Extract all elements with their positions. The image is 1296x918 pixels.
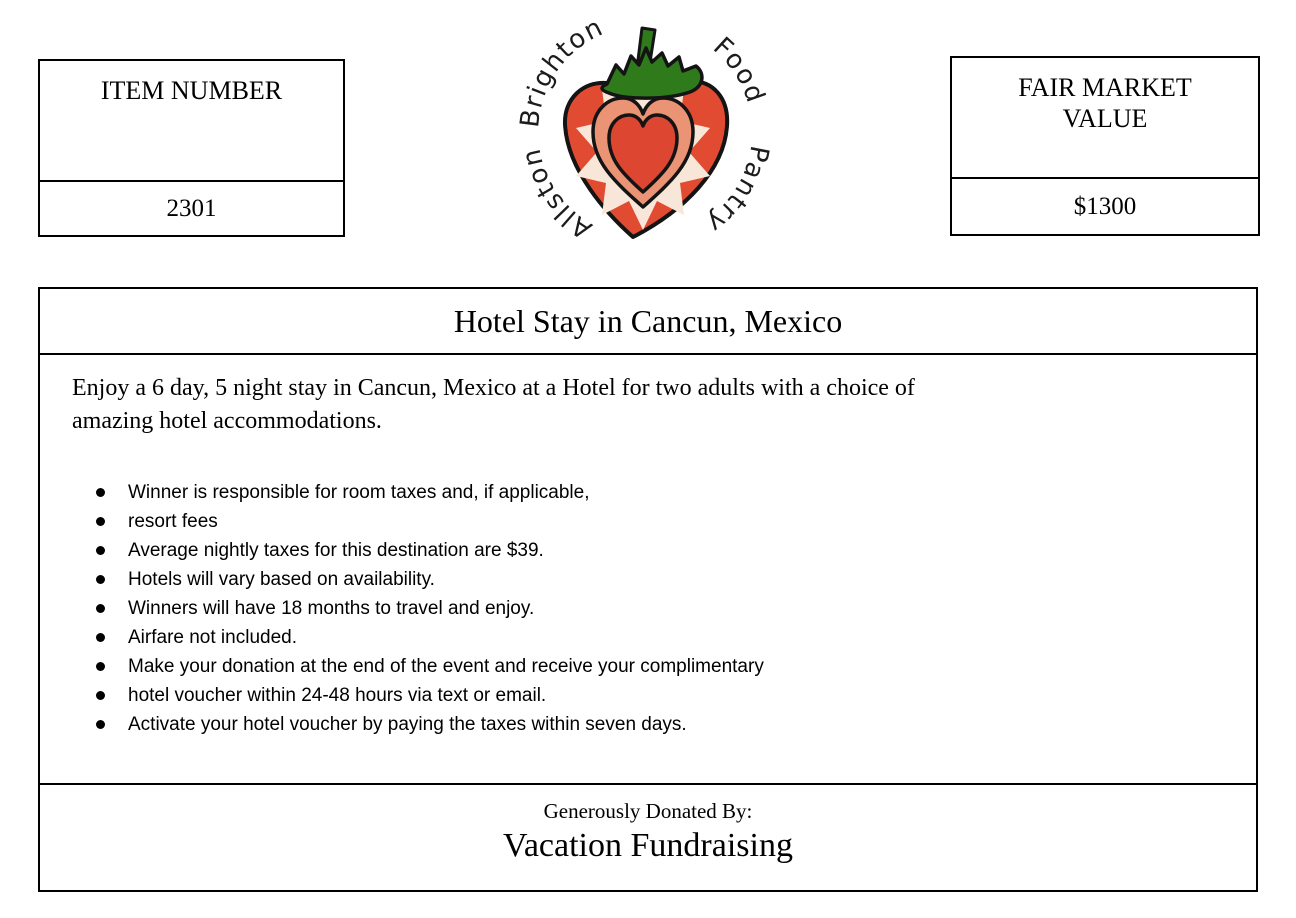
- item-description-section: [40, 355, 1256, 783]
- list-item: Average nightly taxes for this destination are $39.: [95, 536, 1226, 565]
- item-number-value-text: 2301: [166, 194, 217, 222]
- logo-word-brighton: Brighton: [515, 12, 609, 130]
- list-item: Winner is responsible for room taxes and, if applicable,: [95, 478, 1226, 507]
- list-item: Activate your hotel voucher by paying the taxes within seven days.: [95, 710, 1226, 739]
- list-item: resort fees: [95, 507, 1226, 536]
- list-item: Airfare not included.: [95, 623, 1226, 652]
- fair-market-value-amount-text: $1300: [1073, 192, 1137, 220]
- donated-by-label: Generously Donated By:: [543, 799, 753, 823]
- food-pantry-logo: [495, 2, 797, 264]
- item-description-line: amazing hotel accommodations.: [72, 408, 382, 434]
- item-number-value: [40, 182, 343, 235]
- logo-word-food: Food: [707, 31, 771, 108]
- donor-name: Vacation Fundraising: [503, 827, 793, 864]
- item-number-label: [40, 61, 343, 182]
- list-item: hotel voucher within 24-48 hours via text or email.: [95, 681, 1226, 710]
- item-description-line: Enjoy a 6 day, 5 night stay in Cancun, Mexico at a Hotel for two adults with a choice of: [72, 375, 915, 401]
- list-item: Make your donation at the end of the event and receive your complimentary: [95, 652, 1226, 681]
- list-item: Hotels will vary based on availability.: [95, 565, 1226, 594]
- item-title: Hotel Stay in Cancun, Mexico: [40, 289, 1256, 355]
- item-card: [38, 287, 1258, 892]
- logo-word-allston: Allston: [516, 144, 598, 245]
- fair-market-value-label: [952, 58, 1258, 179]
- item-number-label-text: ITEM NUMBER: [100, 76, 283, 105]
- item-description: [72, 372, 1226, 438]
- fair-market-value-box: [950, 56, 1260, 236]
- logo-word-pantry: Pantry: [700, 143, 775, 239]
- donor-section: [40, 783, 1256, 890]
- item-terms-list: [95, 478, 1226, 739]
- fair-market-value-label-text: FAIR MARKET VALUE: [1018, 73, 1192, 133]
- fair-market-value-amount: [952, 179, 1258, 234]
- list-item: Winners will have 18 months to travel and enjoy.: [95, 594, 1226, 623]
- item-number-box: [38, 59, 345, 237]
